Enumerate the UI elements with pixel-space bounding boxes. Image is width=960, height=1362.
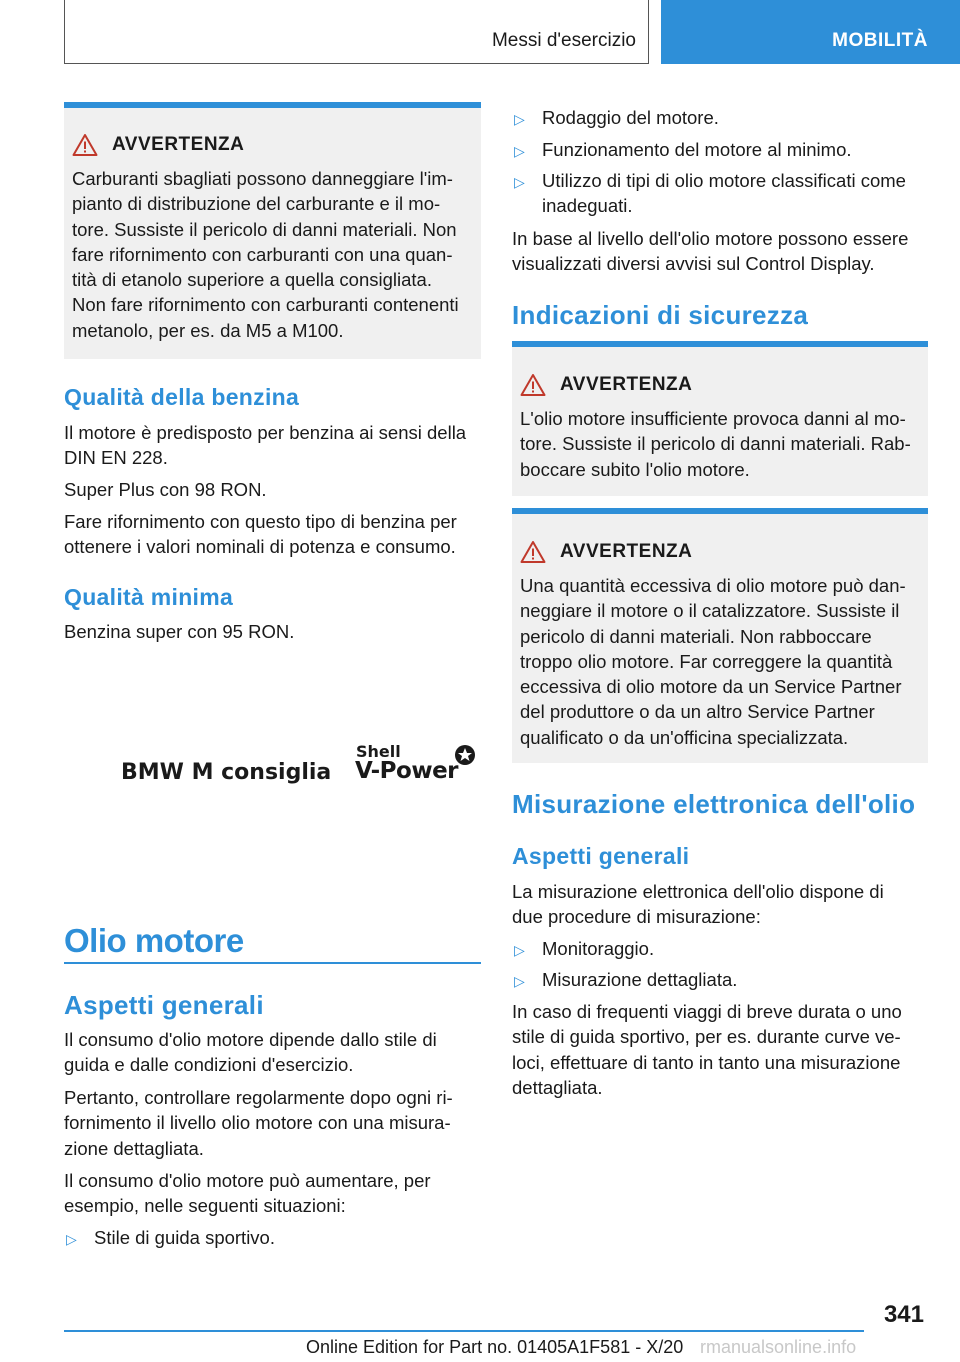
text-line: visualizzati diversi avvisi sul Control Display. <box>512 253 875 275</box>
shell-logo-text: Shell <box>356 742 401 761</box>
text-line: stile di guida sportivo, per es. durante curve ve- <box>512 1026 901 1048</box>
list-item-text: Monitoraggio. <box>542 938 655 959</box>
text-line: Il consumo d'olio motore può aumentare, per <box>64 1170 431 1191</box>
bullet-triangle-icon: ▷ <box>514 973 525 989</box>
warning-text <box>72 166 475 343</box>
list-item-text: Funzionamento del motore al minimo. <box>542 139 852 160</box>
text-line: zione dettagliata. <box>64 1137 204 1159</box>
warning-line: metanolo, per es. da M5 a M100. <box>72 319 344 341</box>
warning-header <box>72 133 244 157</box>
warning-line: Non fare rifornimento con carburanti contenenti <box>72 294 459 316</box>
header-section-box <box>64 0 649 64</box>
bullet-triangle-icon: ▷ <box>514 174 525 190</box>
footer-edition: Online Edition for Part no. 01405A1F581 - X/20 <box>306 1337 684 1357</box>
warning-box-fuel <box>64 102 481 359</box>
text-line: due procedure di misurazione: <box>512 906 761 928</box>
warning-line: pericolo di danni materiali. Non rabboccare <box>520 625 872 647</box>
heading-aspetti-generali: Aspetti generali <box>512 843 690 869</box>
text-line: Pertanto, controllare regolarmente dopo ogni ri- <box>64 1087 453 1108</box>
warning-line: eccessiva di olio motore da un Service Partner <box>520 676 902 698</box>
paragraph-misura <box>512 879 928 930</box>
footer-watermark[interactable]: rmanualsonline.info <box>700 1337 857 1357</box>
list-item <box>512 105 719 132</box>
paragraph-consumo <box>64 1027 481 1078</box>
heading-aspetti-generali: Aspetti generali <box>64 990 264 1020</box>
warning-line: Una quantità eccessiva di olio motore può dan- <box>520 575 906 596</box>
text-line: In caso di frequenti viaggi di breve durata o uno <box>512 1001 902 1022</box>
warning-title: AVVERTENZA <box>560 374 693 395</box>
paragraph-base <box>512 226 928 277</box>
text-line: Utilizzo di tipi di olio motore classificati come <box>542 170 906 191</box>
warning-line: neggiare il motore o il catalizzatore. Sussiste il <box>520 600 900 622</box>
bullet-triangle-icon: ▷ <box>514 942 525 958</box>
text-line: dettagliata. <box>512 1076 603 1098</box>
paragraph-super-plus: Super Plus con 98 RON. <box>64 479 267 500</box>
text-line: Fare rifornimento con questo tipo di benzina per <box>64 511 457 532</box>
warning-box-oil-low <box>512 341 928 496</box>
text-line: esempio, nelle seguenti situazioni: <box>64 1195 346 1217</box>
warning-line: tità di etanolo superiore a quella consigliata. <box>72 269 432 291</box>
text-line: Il consumo d'olio motore dipende dallo stile di <box>64 1029 437 1050</box>
header-chapter-title: MOBILITÀ <box>832 30 928 51</box>
bmw-m-consiglia-logo-text: BMW M consiglia <box>121 760 332 785</box>
warning-line: tore. Sussiste il pericolo di danni materiali. Rab- <box>520 433 911 455</box>
text-line: ottenere i valori nominali di potenza e consumo. <box>64 536 456 558</box>
warning-title: AVVERTENZA <box>112 134 245 155</box>
list-item <box>512 967 737 994</box>
list-item-text: Misurazione dettagliata. <box>542 969 738 990</box>
warning-line: L'olio motore insufficiente provoca danni al mo- <box>520 408 906 429</box>
list-item-text <box>542 168 906 219</box>
text-line: Il motore è predisposto per benzina ai sensi della <box>64 422 467 443</box>
list-item <box>512 168 906 219</box>
header-chapter-tab[interactable] <box>661 0 960 64</box>
paragraph-aumentare <box>64 1168 481 1219</box>
list-item <box>512 137 852 164</box>
heading-rule <box>64 962 481 964</box>
warning-title: AVVERTENZA <box>560 541 693 562</box>
warning-header <box>520 373 692 397</box>
text-line: DIN EN 228. <box>64 447 168 469</box>
paragraph-pertanto <box>64 1085 481 1161</box>
text-line: guida e dalle condizioni d'esercizio. <box>64 1054 354 1076</box>
bullet-triangle-icon: ▷ <box>514 143 525 159</box>
header-section-title: Messi d'esercizio <box>491 30 636 51</box>
heading-indicazioni-sicurezza: Indicazioni di sicurezza <box>512 300 809 330</box>
heading-olio-motore: Olio motore <box>64 922 244 959</box>
warning-line: pianto di distribuzione del carburante e il mo- <box>72 193 441 215</box>
paragraph-rifornimento <box>64 509 481 560</box>
heading-misurazione-elettronica: Misurazione elettronica dell'olio <box>512 789 916 819</box>
warning-header <box>520 540 692 564</box>
warning-line: qualificato o da un'officina specializzata. <box>520 726 849 748</box>
text-line: In base al livello dell'olio motore possono essere <box>512 228 909 249</box>
paragraph-qualita <box>64 420 481 471</box>
vpower-logo-text: V-Power <box>355 758 459 784</box>
paragraph-minima: Benzina super con 95 RON. <box>64 621 295 642</box>
text-line: loci, effettuare di tanto in tanto una misurazione <box>512 1051 901 1073</box>
warning-triangle-icon <box>72 133 98 157</box>
text-line: inadeguati. <box>542 195 633 217</box>
heading-qualita-benzina: Qualità della benzina <box>64 384 300 410</box>
list-item <box>64 1225 275 1252</box>
warning-line: fare rifornimento con carburanti con una quan- <box>72 243 453 265</box>
bullet-triangle-icon: ▷ <box>66 1231 77 1247</box>
warning-line: tore. Sussiste il pericolo di danni materiali. Non <box>72 218 457 240</box>
list-item-text: Rodaggio del motore. <box>542 107 719 128</box>
warning-box-oil-excess <box>512 508 928 763</box>
page-number: 341 <box>883 1301 924 1328</box>
warning-triangle-icon <box>520 373 546 397</box>
warning-text <box>520 573 922 750</box>
text-line: fornimento il livello olio motore con una misura- <box>64 1112 451 1134</box>
bullet-triangle-icon: ▷ <box>514 111 525 127</box>
footer-rule <box>64 1330 864 1332</box>
warning-line: Carburanti sbagliati possono danneggiare l'im- <box>72 168 453 189</box>
list-item <box>512 936 654 963</box>
heading-qualita-minima: Qualità minima <box>64 584 234 610</box>
shell-emblem-icon <box>454 744 476 766</box>
warning-triangle-icon <box>520 540 546 564</box>
text-line: La misurazione elettronica dell'olio dispone di <box>512 881 884 902</box>
list-item-text: Stile di guida sportivo. <box>94 1227 275 1248</box>
warning-line: troppo olio motore. Far correggere la quantità <box>520 650 893 672</box>
warning-line: boccare subito l'olio motore. <box>520 458 750 480</box>
warning-line: del produttore o da un altro Service Partner <box>520 701 875 723</box>
paragraph-viaggi <box>512 999 928 1100</box>
warning-text <box>520 406 922 482</box>
